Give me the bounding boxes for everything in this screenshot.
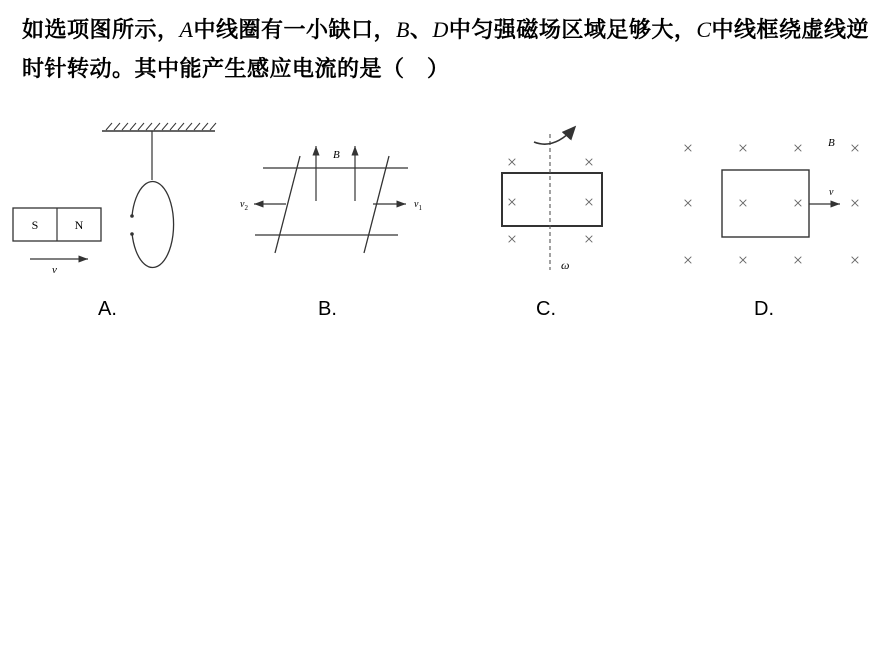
figure-a-diagram bbox=[10, 118, 225, 278]
field-cross: × bbox=[737, 250, 749, 270]
velocity-label: v bbox=[829, 187, 834, 198]
figure-a bbox=[10, 118, 225, 278]
figure-b-diagram bbox=[238, 118, 438, 278]
field-cross: × bbox=[506, 192, 518, 212]
field-cross: × bbox=[737, 193, 749, 213]
velocity-label-left: $v_2$ bbox=[240, 199, 248, 212]
question-part: 中匀强磁场区域足够大， bbox=[448, 17, 697, 43]
field-cross: × bbox=[506, 229, 518, 249]
gap-end-top bbox=[130, 214, 134, 218]
field-cross: × bbox=[682, 138, 694, 158]
field-cross: × bbox=[682, 250, 694, 270]
field-cross: × bbox=[583, 192, 595, 212]
field-cross: × bbox=[849, 193, 861, 213]
figure-d bbox=[672, 118, 872, 278]
omega-label: ω bbox=[561, 258, 570, 272]
field-label-d: B bbox=[828, 137, 835, 149]
question-part: 中线圈有一小缺口， bbox=[193, 17, 396, 43]
velocity-label-right: $v_1$ bbox=[414, 199, 422, 212]
figure-c bbox=[490, 118, 620, 278]
question-part: 如选项图所示， bbox=[22, 17, 180, 43]
field-cross: × bbox=[682, 193, 694, 213]
figure-b bbox=[238, 118, 438, 278]
variable-c: C bbox=[696, 17, 712, 42]
question-part: 、 bbox=[409, 17, 433, 43]
magnet-n-pole: N bbox=[74, 218, 84, 232]
ceiling-support bbox=[102, 123, 216, 131]
magnet-s-pole: S bbox=[31, 218, 39, 232]
rotation-arrow bbox=[534, 128, 574, 144]
field-label-b: B bbox=[333, 149, 340, 161]
variable-d: D bbox=[432, 17, 449, 42]
gap-end-bottom bbox=[130, 232, 134, 236]
option-a-label: A. bbox=[98, 298, 117, 320]
field-cross: × bbox=[792, 250, 804, 270]
option-c-label: C. bbox=[536, 298, 556, 320]
field-cross: × bbox=[849, 250, 861, 270]
field-cross: × bbox=[583, 152, 595, 172]
field-cross: × bbox=[849, 138, 861, 158]
field-cross: × bbox=[737, 138, 749, 158]
variable-b: B bbox=[395, 17, 410, 42]
variable-a: A bbox=[179, 17, 194, 42]
figure-c-diagram bbox=[490, 118, 620, 278]
option-b-label: B. bbox=[318, 298, 337, 320]
field-cross: × bbox=[506, 152, 518, 172]
field-cross: × bbox=[583, 229, 595, 249]
option-d-label: D. bbox=[754, 298, 774, 320]
field-cross: × bbox=[792, 193, 804, 213]
figure-d-diagram bbox=[672, 118, 872, 278]
question-part: 中线框绕虚线逆时针转动。其中能产生感应电流的是（ ） bbox=[22, 17, 870, 82]
velocity-label: v bbox=[52, 264, 57, 276]
field-cross: × bbox=[792, 138, 804, 158]
coil-loop bbox=[132, 182, 174, 268]
question-text bbox=[22, 10, 882, 89]
